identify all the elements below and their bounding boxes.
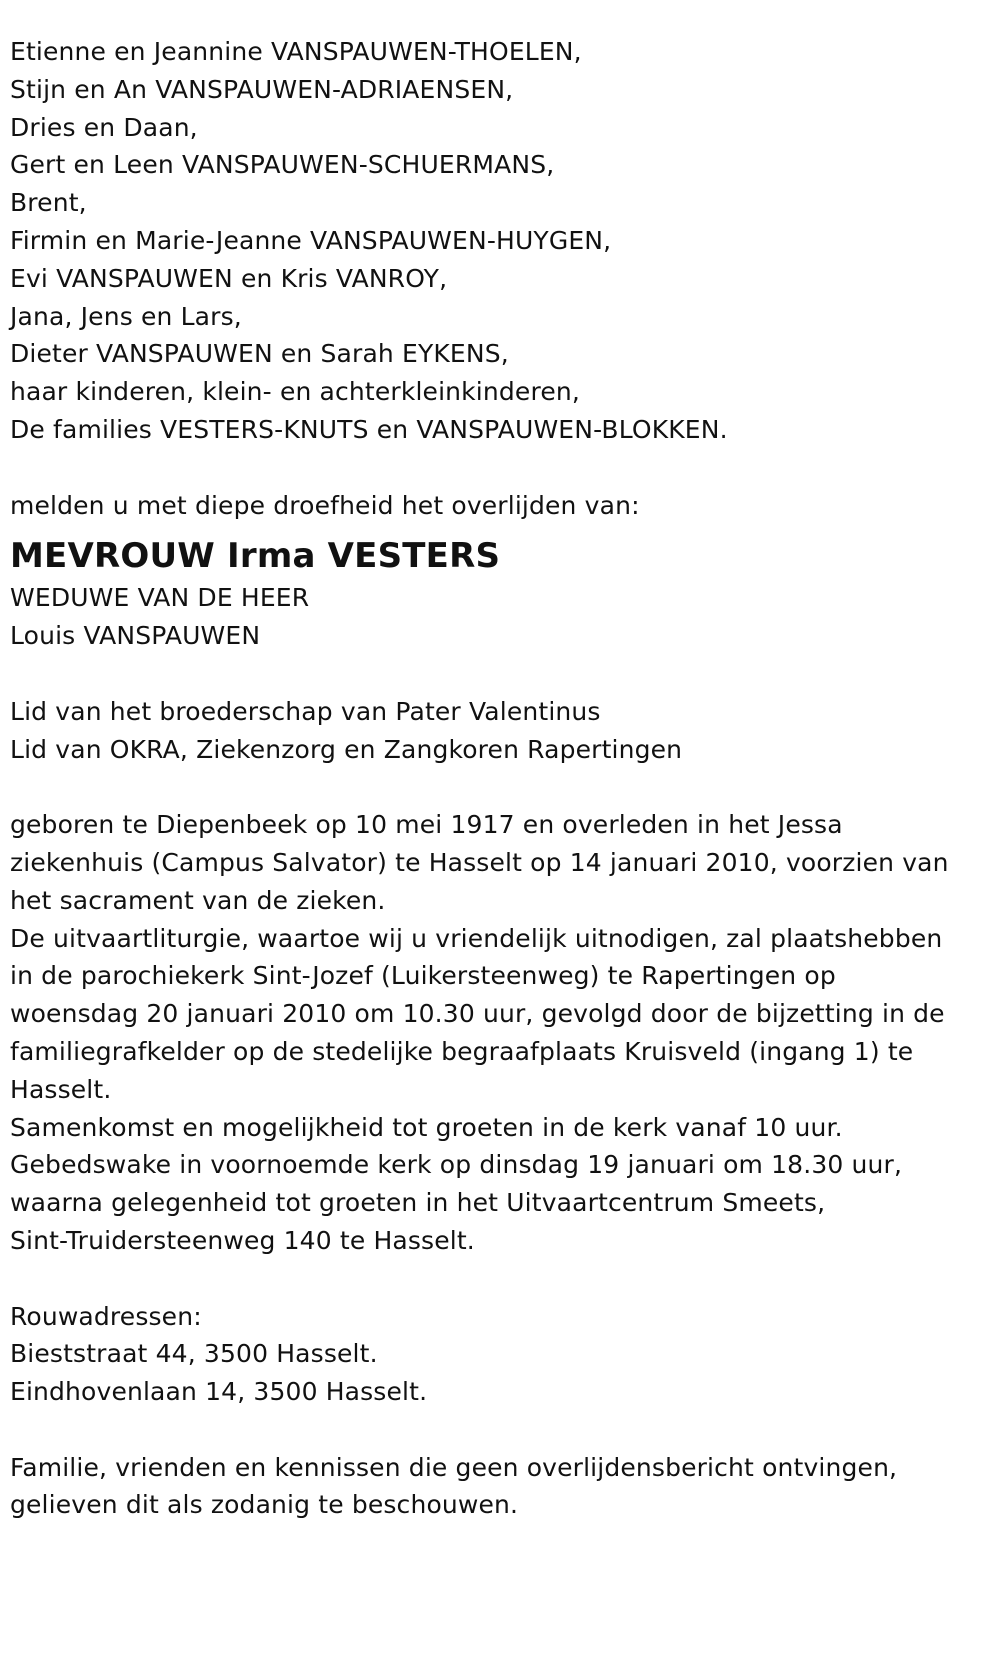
closing-line: gelieven dit als zodanig te beschouwen.	[10, 1490, 519, 1520]
gathering-line: Samenkomst en mogelijkheid tot groeten in de kerk vanaf 10 uur.	[10, 1112, 843, 1142]
obituary-document	[10, 33, 995, 1524]
family-line: Firmin en Marie-Jeanne VANSPAUWEN-HUYGEN,	[10, 225, 612, 255]
widow-status: WEDUWE VAN DE HEER	[10, 583, 310, 613]
membership-line: Lid van het broederschap van Pater Valentinus	[10, 696, 601, 726]
spacer	[10, 1260, 995, 1298]
membership-line: Lid van OKRA, Ziekenzorg en Zangkoren Rapertingen	[10, 734, 683, 764]
family-line: De families VESTERS-KNUTS en VANSPAUWEN-BLOKKEN.	[10, 414, 728, 444]
funeral-line: De uitvaartliturgie, waartoe wij u vriendelijk uitnodigen, zal plaatshebben	[10, 923, 943, 953]
addresses-section	[10, 1298, 995, 1411]
family-line: Jana, Jens en Lars,	[10, 301, 242, 331]
address-line: Bieststraat 44, 3500 Hasselt.	[10, 1339, 378, 1369]
closing-section	[10, 1449, 995, 1525]
spacer	[10, 449, 995, 487]
spacer	[10, 655, 995, 693]
spacer	[10, 768, 995, 806]
family-list	[10, 33, 995, 449]
spouse-name: Louis VANSPAUWEN	[10, 621, 261, 651]
family-line: Evi VANSPAUWEN en Kris VANROY,	[10, 263, 448, 293]
funeral-line: woensdag 20 januari 2010 om 10.30 uur, gevolgd door de bijzetting in de	[10, 999, 945, 1029]
funeral-line: Hasselt.	[10, 1074, 112, 1104]
family-line: Etienne en Jeannine VANSPAUWEN-THOELEN,	[10, 37, 582, 66]
spacer	[10, 1411, 995, 1449]
wake-line: Gebedswake in voornoemde kerk op dinsdag 19 januari om 18.30 uur,	[10, 1150, 903, 1180]
funeral-line: in de parochiekerk Sint-Jozef (Luikersteenweg) te Rapertingen op	[10, 961, 836, 991]
family-line: Brent,	[10, 188, 87, 218]
memberships-list	[10, 693, 995, 769]
family-line: Dieter VANSPAUWEN en Sarah EYKENS,	[10, 339, 509, 369]
family-line: haar kinderen, klein- en achterkleinkinderen,	[10, 377, 580, 407]
wake-line: Sint-Truidersteenweg 140 te Hasselt.	[10, 1225, 475, 1255]
family-line: Stijn en An VANSPAUWEN-ADRIAENSEN,	[10, 74, 514, 104]
birth-death-line: het sacrament van de zieken.	[10, 885, 386, 915]
closing-line: Familie, vrienden en kennissen die geen overlijdensbericht ontvingen,	[10, 1452, 898, 1482]
family-line: Gert en Leen VANSPAUWEN-SCHUERMANS,	[10, 150, 555, 180]
wake-line: waarna gelegenheid tot groeten in het Uitvaartcentrum Smeets,	[10, 1188, 826, 1218]
details-section	[10, 806, 995, 1260]
addresses-heading: Rouwadressen:	[10, 1301, 202, 1331]
funeral-line: familiegrafkelder op de stedelijke begraafplaats Kruisveld (ingang 1) te	[10, 1036, 914, 1066]
birth-death-line: ziekenhuis (Campus Salvator) te Hasselt op 14 januari 2010, voorzien van	[10, 847, 949, 877]
announcement-text: melden u met diepe droefheid het overlijden van:	[10, 490, 640, 520]
birth-death-line: geboren te Diepenbeek op 10 mei 1917 en overleden in het Jessa	[10, 810, 843, 840]
family-line: Dries en Daan,	[10, 112, 198, 142]
address-line: Eindhovenlaan 14, 3500 Hasselt.	[10, 1377, 428, 1407]
deceased-name: MEVROUW Irma VESTERS	[10, 536, 501, 577]
